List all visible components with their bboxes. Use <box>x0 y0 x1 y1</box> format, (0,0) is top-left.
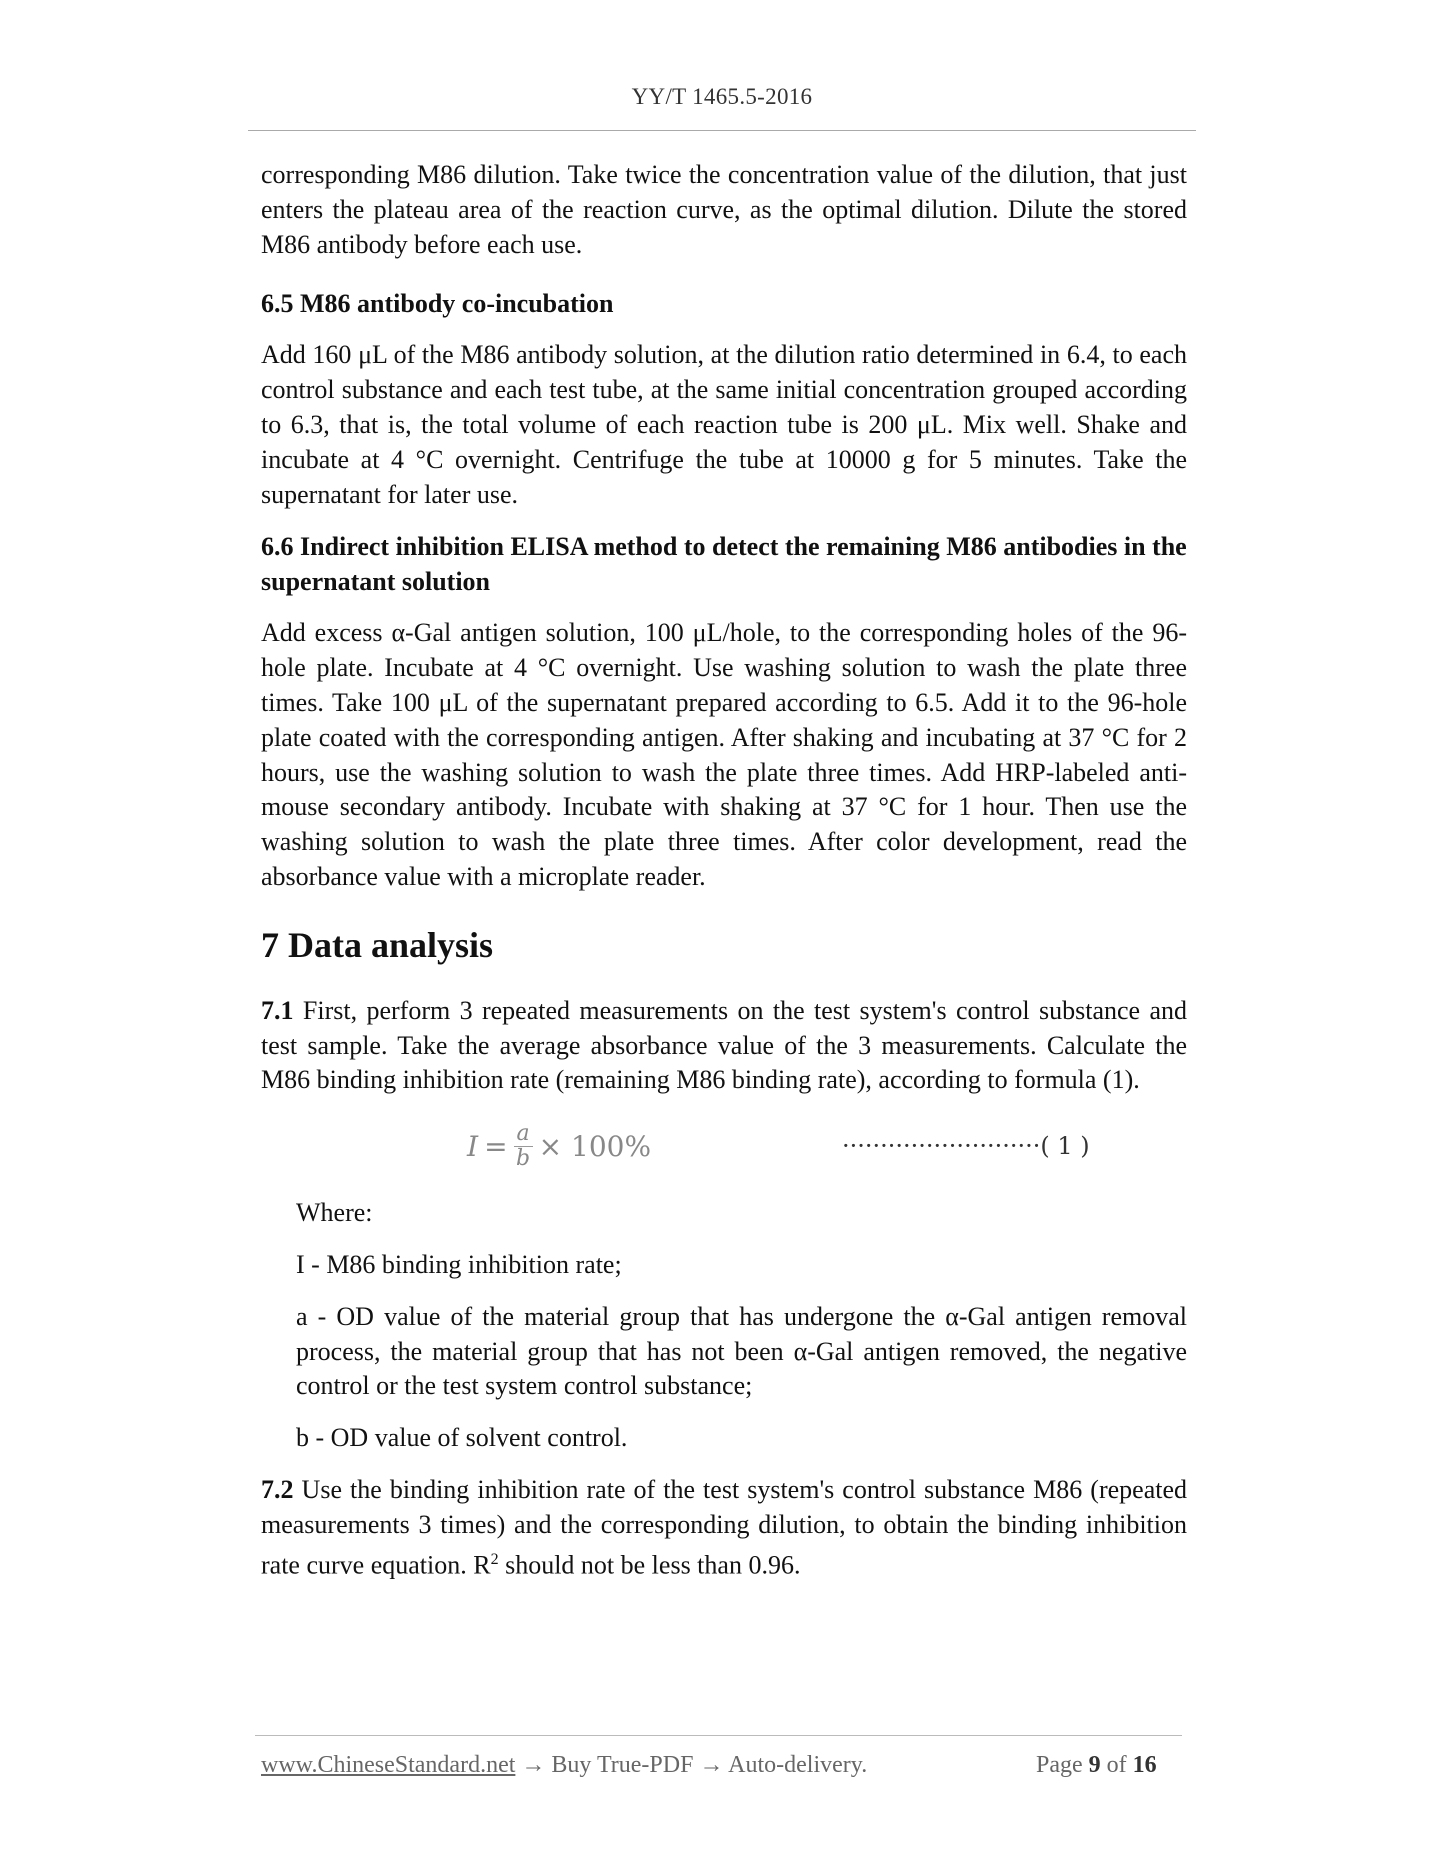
definition-i: I - M86 binding inhibition rate; <box>296 1249 622 1279</box>
paragraph-7-2 <box>261 1473 1187 1583</box>
footer-delivery-text: Auto-delivery. <box>728 1752 868 1778</box>
section-6-6-body: Add excess α-Gal antigen solution, 100 μL/hole, to the corresponding holes of the 96-hole plate. Incubate at 4 °C overnight. Use washing solution to wash the plate three times. Take 100 μL of the supernatant prepared according to 6.5. Add it to the 96-hole plate coated with the corresponding antigen. After shaking and incubating at 37 °C for 2 hours, use the washing solution to wash the plate three times. Add HRP-labeled anti-mouse secondary antibody. Incubate with shaking at 37 °C for 1 hour. Then use the washing solution to wash the plate three times. After color development, read the absorbance value with a microplate reader. <box>261 618 1187 891</box>
header-divider <box>248 130 1196 131</box>
definition-a: a - OD value of the material group that has undergone the α-Gal antigen removal process, the material group that has not been α-Gal antigen removed, the negative control or the test system control substance; <box>296 1301 1187 1401</box>
paragraph-7-1-text: First, perform 3 repeated measurements on the test system's control substance and test sample. Take the average absorbance value of the 3 measurements. Calculate the M86 binding inhibition rate (remaining M86 binding rate), according to formula (1). <box>261 995 1187 1095</box>
paragraph-7-2-text-b: should not be less than 0.96. <box>498 1550 801 1580</box>
page-word: Page <box>1036 1752 1083 1778</box>
definition-b: b - OD value of solvent control. <box>296 1423 628 1453</box>
document-header: YY/T 1465.5-2016 <box>631 84 813 109</box>
formula-denominator: b <box>516 1146 531 1172</box>
section-6-6-heading: 6.6 Indirect inhibition ELISA method to detect the remaining M86 antibodies in the supernatant solution <box>261 532 1187 597</box>
formula-times-100-percent: × 100% <box>538 1130 652 1164</box>
section-6-5-body: Add 160 μL of the M86 antibody solution, at the dilution ratio determined in 6.4, to each control substance and each test tube, at the same initial concentration grouped according to 6.3, that is, the total volume of each reaction tube is 200 μL. Mix well. Shake and incubate at 4 °C overnight. Centrifuge the tube at 10000 g for 5 minutes. Take the supernatant for later use. <box>261 340 1187 509</box>
total-pages: 16 <box>1132 1752 1157 1778</box>
page-number: 9 <box>1088 1752 1101 1778</box>
formula-leader-dots: ·························· <box>842 1132 1041 1161</box>
continuation-paragraph: corresponding M86 dilution. Take twice the concentration value of the dilution, that just enters the plateau area of the reaction curve, as the optimal dilution. Dilute the stored M86 antibody before each use. <box>261 160 1187 259</box>
section-7-heading: 7 Data analysis <box>261 924 494 965</box>
paragraph-7-2-text-a: Use the binding inhibition rate of the test system's control substance M86 (repeated measurements 3 times) and the corresponding dilution, to obtain the binding inhibition rate curve equation. R <box>261 1474 1187 1580</box>
paragraph-7-2-number: 7.2 <box>261 1474 294 1504</box>
footer-buy-text: Buy True-PDF <box>551 1752 694 1778</box>
page-content <box>261 158 1187 1583</box>
footer-divider <box>255 1735 1182 1736</box>
paragraph-7-1 <box>261 994 1187 1098</box>
page-indicator <box>1036 1752 1157 1779</box>
paragraph-7-1-number: 7.1 <box>261 995 294 1025</box>
r-squared-superscript: 2 <box>490 1550 499 1568</box>
footer-arrow-1: → <box>515 1752 552 1778</box>
where-label: Where: <box>296 1198 373 1228</box>
formula-expression <box>467 1122 651 1171</box>
formula-equals: = <box>484 1130 508 1164</box>
formula-lhs: I <box>467 1130 479 1164</box>
formula-numerator: a <box>514 1122 533 1147</box>
formula-1 <box>261 1120 1187 1180</box>
of-word: of <box>1106 1752 1127 1778</box>
formula-number <box>842 1132 1090 1160</box>
formula-fraction <box>514 1122 533 1171</box>
footer-arrow-2: → <box>693 1752 729 1778</box>
formula-label: ( 1 ) <box>1040 1132 1090 1161</box>
section-6-5-heading: 6.5 M86 antibody co-incubation <box>261 289 614 319</box>
footer-links <box>261 1752 867 1779</box>
footer-site-link[interactable]: www.ChineseStandard.net <box>261 1752 516 1778</box>
